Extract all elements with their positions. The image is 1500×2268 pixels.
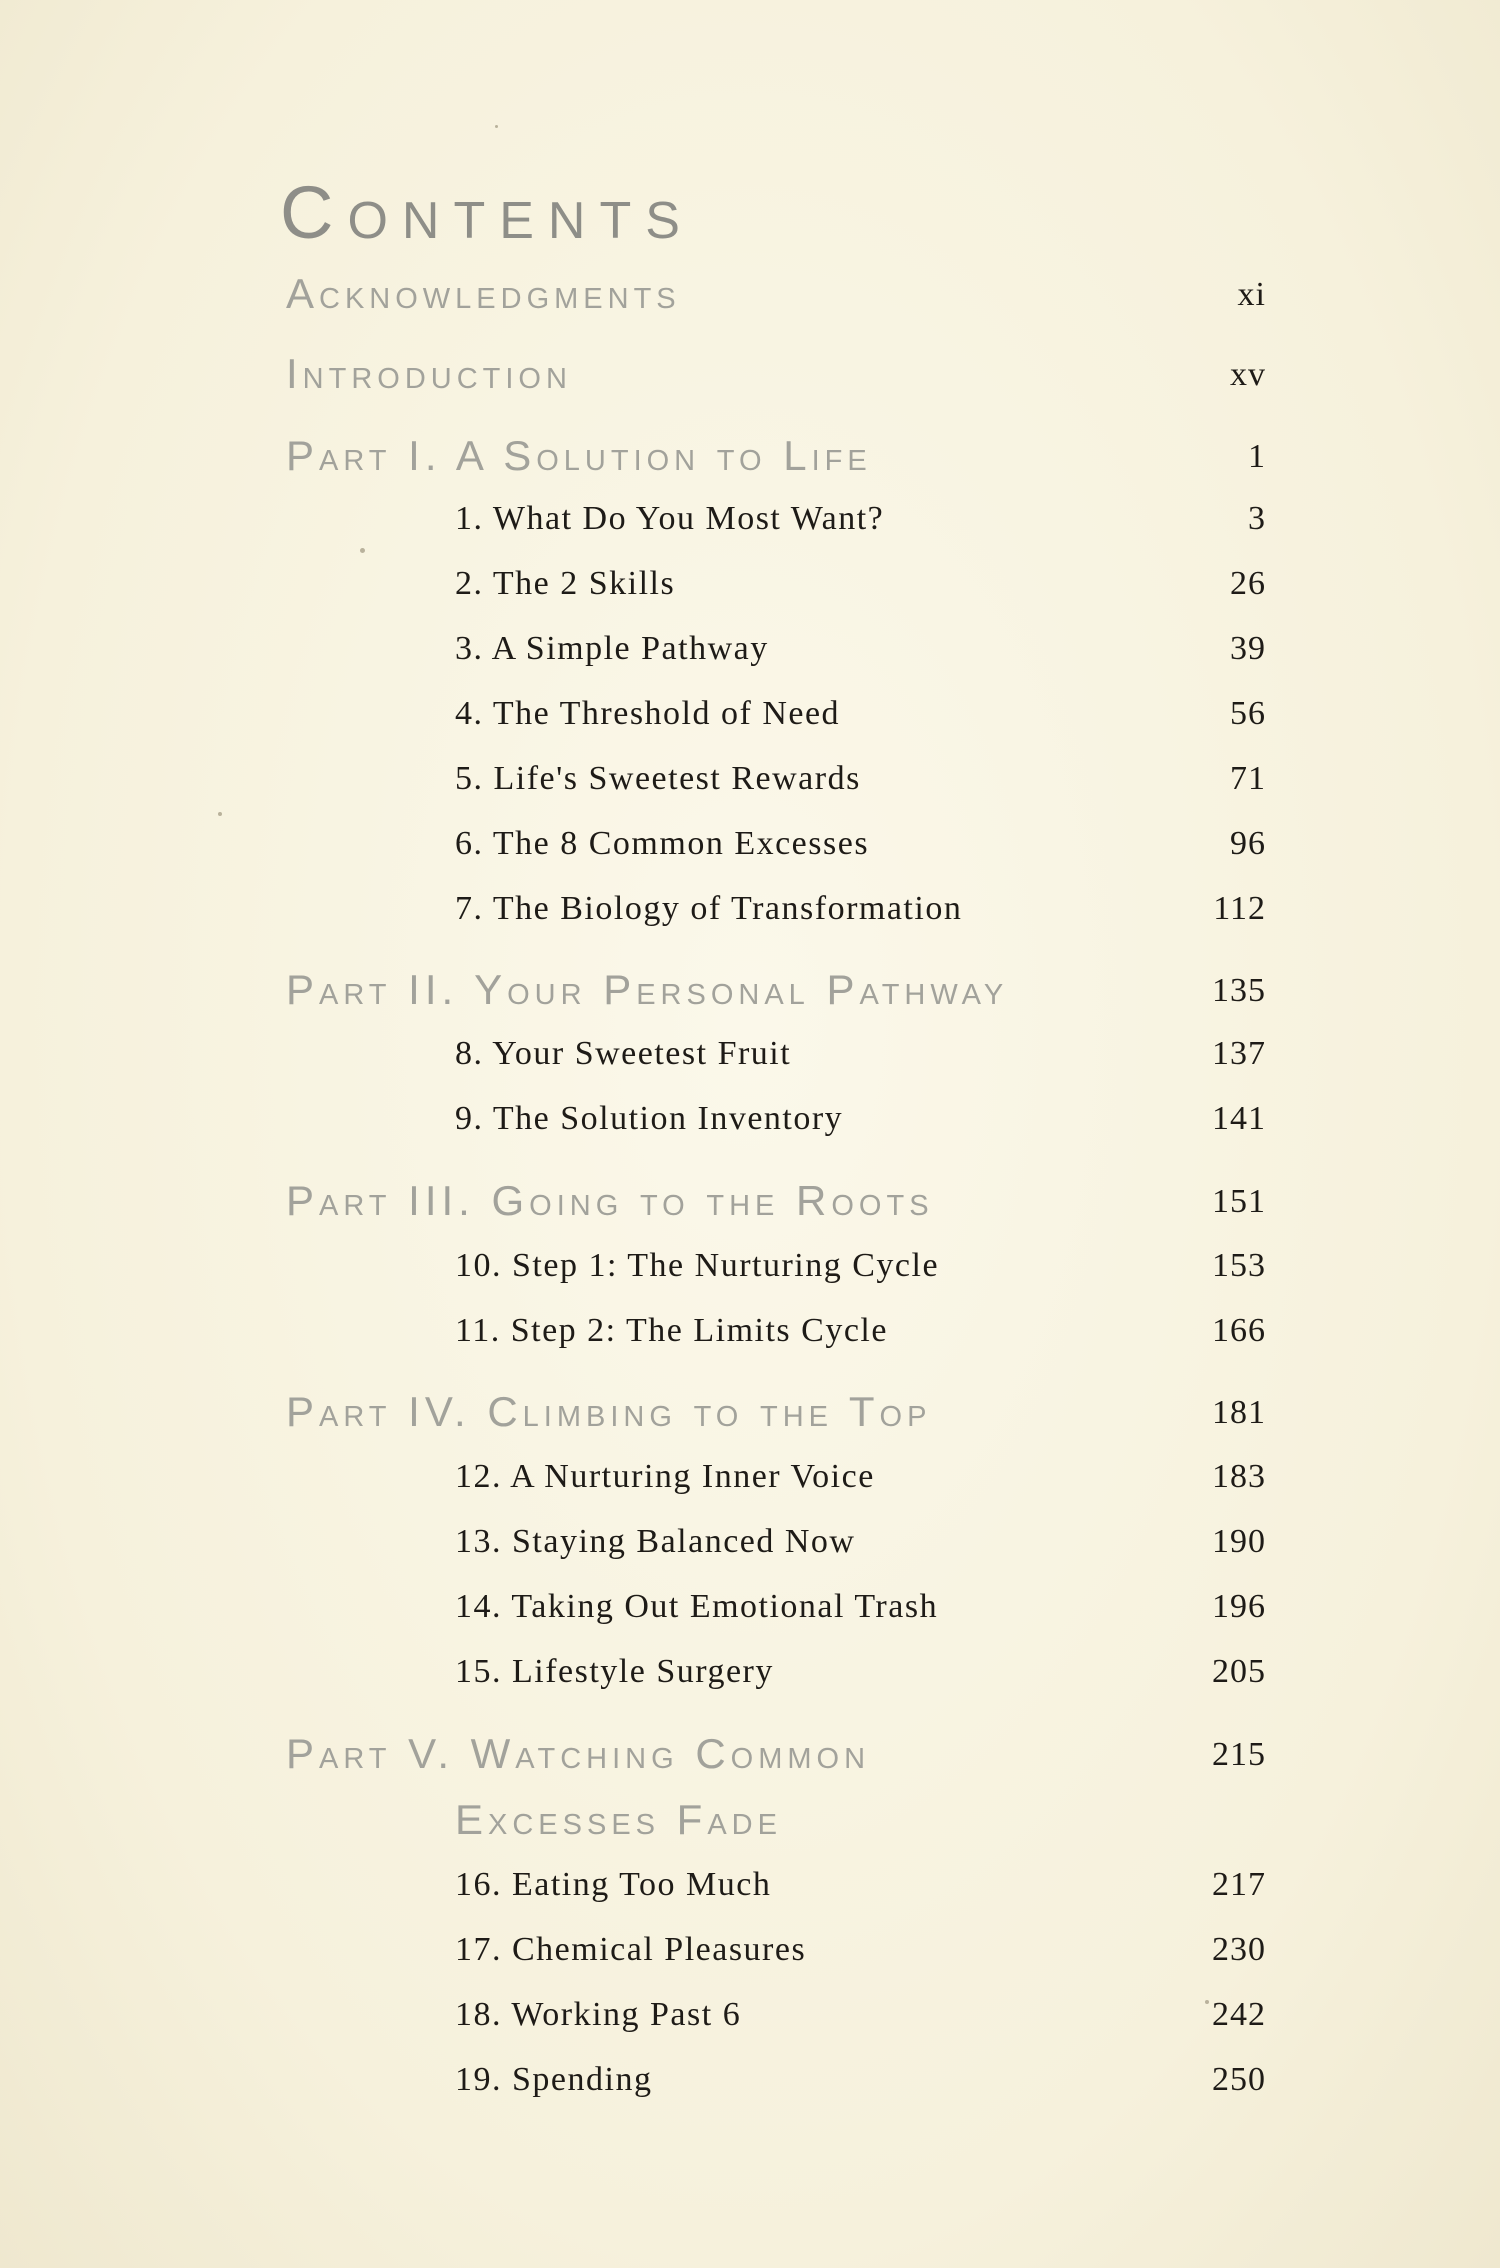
toc-chapter[interactable] [0,1312,1500,1372]
toc-chapter[interactable] [0,1996,1500,2056]
chapter-page: 56 [1230,695,1266,732]
part-label: Part I. A Solution to Life [286,432,872,479]
part-label-continued: Excesses Fade [455,1796,782,1843]
chapter-label: 3. A Simple Pathway [455,630,769,667]
chapter-label: 1. What Do You Most Want? [455,500,885,537]
chapter-label: 19. Spending [455,2061,653,2098]
part-label: Part IV. Climbing to the Top [286,1388,932,1435]
toc-entry-page: xv [1230,356,1266,393]
chapter-page: 96 [1230,825,1266,862]
toc-entry-page: xi [1237,276,1266,313]
toc-chapter[interactable] [0,2061,1500,2121]
toc-part-4[interactable] [0,1388,1500,1448]
toc-entry-label: Acknowledgments [286,270,681,317]
toc-chapter[interactable] [0,630,1500,690]
paper-speck [218,812,222,816]
part-page: 135 [1212,972,1266,1009]
chapter-label: 9. The Solution Inventory [455,1100,844,1137]
toc-chapter[interactable] [0,1653,1500,1713]
chapter-page: 166 [1212,1312,1266,1349]
chapter-label: 2. The 2 Skills [455,565,676,602]
toc-part-1[interactable] [0,432,1500,492]
chapter-page: 196 [1212,1588,1266,1625]
part-page: 151 [1212,1183,1266,1220]
chapter-page: 205 [1212,1653,1266,1690]
chapter-page: 141 [1212,1100,1266,1137]
toc-chapter[interactable] [0,760,1500,820]
toc-part-3[interactable] [0,1177,1500,1237]
page-title: Contents [280,171,694,254]
chapter-label: 10. Step 1: The Nurturing Cycle [455,1247,940,1284]
toc-chapter[interactable] [0,825,1500,885]
chapter-label: 16. Eating Too Much [455,1866,772,1903]
chapter-label: 7. The Biology of Transformation [455,890,963,927]
part-label: Part V. Watching Common [286,1730,871,1777]
chapter-label: 6. The 8 Common Excesses [455,825,870,862]
chapter-label: 17. Chemical Pleasures [455,1931,807,1968]
toc-chapter[interactable] [0,1247,1500,1307]
part-page: 1 [1248,438,1266,475]
paper-speck [1205,2000,1209,2004]
chapter-page: 190 [1212,1523,1266,1560]
part-page: 215 [1212,1736,1266,1773]
toc-chapter[interactable] [0,565,1500,625]
chapter-label: 13. Staying Balanced Now [455,1523,856,1560]
toc-entry-introduction[interactable] [0,350,1500,410]
chapter-page: 39 [1230,630,1266,667]
chapter-label: 5. Life's Sweetest Rewards [455,760,861,797]
toc-part-5[interactable] [0,1730,1500,1860]
toc-chapter[interactable] [0,1523,1500,1583]
paper-speck [360,548,365,553]
chapter-label: 15. Lifestyle Surgery [455,1653,774,1690]
paper-speck [495,125,498,128]
chapter-page: 112 [1213,890,1266,927]
chapter-page: 250 [1212,2061,1266,2098]
chapter-label: 18. Working Past 6 [455,1996,742,2033]
toc-entry-acknowledgments[interactable] [0,270,1500,330]
chapter-page: 242 [1212,1996,1266,2033]
toc-chapter[interactable] [0,1458,1500,1518]
toc-entry-label: Introduction [286,350,572,397]
part-label: Part III. Going to the Roots [286,1177,934,1224]
toc-part-2[interactable] [0,966,1500,1026]
chapter-page: 217 [1212,1866,1266,1903]
chapter-label: 4. The Threshold of Need [455,695,841,732]
toc-chapter[interactable] [0,1588,1500,1648]
chapter-label: 12. A Nurturing Inner Voice [455,1458,875,1495]
toc-chapter[interactable] [0,890,1500,950]
chapter-page: 137 [1212,1035,1266,1072]
part-page: 181 [1212,1394,1266,1431]
toc-chapter[interactable] [0,1100,1500,1160]
chapter-page: 153 [1212,1247,1266,1284]
chapter-label: 8. Your Sweetest Fruit [455,1035,792,1072]
chapter-page: 230 [1212,1931,1266,1968]
part-label: Part II. Your Personal Pathway [286,966,1009,1013]
chapter-label: 14. Taking Out Emotional Trash [455,1588,939,1625]
chapter-page: 3 [1248,500,1266,537]
toc-chapter[interactable] [0,500,1500,560]
toc-chapter[interactable] [0,1866,1500,1926]
chapter-label: 11. Step 2: The Limits Cycle [455,1312,888,1349]
chapter-page: 26 [1230,565,1266,602]
chapter-page: 71 [1230,760,1266,797]
toc-chapter[interactable] [0,1931,1500,1991]
chapter-page: 183 [1212,1458,1266,1495]
toc-chapter[interactable] [0,1035,1500,1095]
toc-chapter[interactable] [0,695,1500,755]
